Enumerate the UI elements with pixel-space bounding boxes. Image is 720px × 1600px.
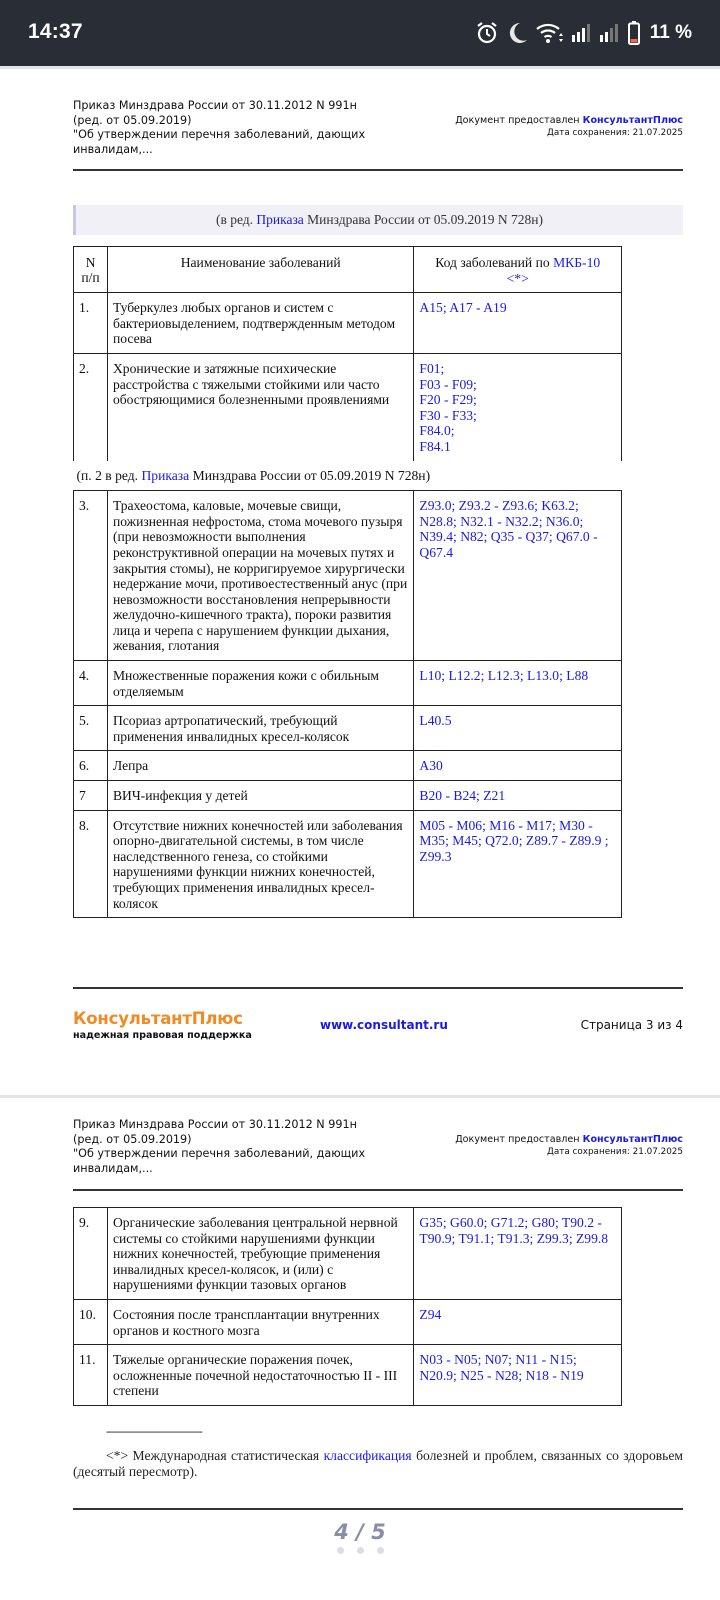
row-num: 11. [74, 1345, 108, 1406]
table-row [74, 1345, 622, 1406]
header-rule [73, 1189, 683, 1191]
edition-prefix: (в ред. [215, 212, 257, 227]
table-row [74, 353, 622, 460]
row-name: Состояния после трансплантации внутренних органов и костного мозга [107, 1299, 413, 1344]
row-codes-link[interactable]: B20 - B24; Z21 [414, 781, 622, 811]
page-separator [0, 66, 720, 69]
table-row [74, 1299, 622, 1344]
row-codes-link[interactable]: A15; A17 - A19 [414, 293, 622, 354]
note-prefix: (п. 2 в ред. [76, 467, 142, 483]
edition-order-link[interactable]: Приказа [256, 212, 304, 227]
row-codes-link[interactable]: N03 - N05; N07; N11 - N15; N20.9; N25 - N28; N18 - N19 [414, 1345, 622, 1406]
row-codes-link[interactable]: L10; L12.2; L12.3; L13.0; L88 [414, 661, 622, 706]
signal-sim2-icon [600, 24, 620, 42]
pager-dots [0, 1547, 720, 1554]
code-link[interactable]: F03 - F09; [419, 376, 477, 392]
code-link[interactable]: F84.1 [419, 438, 451, 454]
row-num: 8. [74, 810, 108, 918]
row-num: 7 [74, 781, 108, 811]
row-2-edition-note [74, 461, 622, 491]
classification-link[interactable]: классификация [323, 1448, 412, 1463]
table-row [74, 706, 622, 751]
footnote-text: болезней и проблем, связанных со здоровьем (десятый пересмотр). [73, 1448, 683, 1479]
edition-note [73, 205, 683, 235]
wifi-icon [536, 22, 564, 44]
row-num: 1. [74, 293, 108, 354]
consultant-logo: КонсультантПлюс [73, 1009, 243, 1028]
row-name: Отсутствие нижних конечностей или заболевания опорно-двигательной системы, в том числе наследственного генеза, со стойкими нарушениями функции нижних конечностей, требующих применения инвалидных кресел-колясок [107, 810, 413, 918]
row-codes-link[interactable]: Z93.0; Z93.2 - Z93.6; K63.2; N28.8; N32.1 - N32.2; N36.0; N39.4; N82; Q35 - Q37; Q67.0 - Q67.4 [414, 491, 622, 661]
footer-rule [73, 987, 683, 989]
row-codes-link[interactable]: Z94 [414, 1299, 622, 1344]
code-link[interactable]: F01; [419, 360, 445, 376]
table-row [74, 661, 622, 706]
bottom-rule [73, 1508, 683, 1510]
row-name: ВИЧ-инфекция у детей [107, 781, 413, 811]
clock: 14:37 [28, 20, 83, 43]
row-codes-link[interactable]: L40.5 [414, 706, 622, 751]
page-number: Страница 3 из 4 [580, 1018, 683, 1032]
provided-by-label: Документ предоставлен [455, 1134, 583, 1145]
row-name: Хронические и затяжные психические расстройства с тяжелыми стойкими или часто обостряющимися болезненными проявлениями [107, 353, 413, 460]
pager-dot [377, 1547, 384, 1554]
row-name: Лепра [107, 751, 413, 781]
provider-brand-link[interactable]: КонсультантПлюс [582, 115, 683, 126]
pager-dot [337, 1547, 344, 1554]
note-suffix: Минздрава России от 05.09.2019 N 728н) [189, 467, 431, 483]
consultant-url-link[interactable]: www.consultant.ru [320, 1018, 448, 1032]
table-header-row [74, 247, 622, 293]
row-num: 4. [74, 661, 108, 706]
footnote-ref-link[interactable]: <*> [506, 270, 529, 286]
row-note [74, 461, 622, 491]
row-num: 9. [74, 1208, 108, 1300]
status-bar [0, 0, 720, 66]
save-date: Дата сохранения: 21.07.2025 [546, 128, 683, 138]
row-num: 2. [74, 353, 108, 460]
footnote [73, 1448, 683, 1479]
doc-title-line: (ред. от 05.09.2019) [73, 1132, 192, 1146]
doc-provider [455, 115, 683, 139]
col-header-num: N п/п [74, 247, 108, 293]
doc-title [73, 1118, 373, 1176]
mkb10-link[interactable]: МКБ-10 [553, 255, 601, 270]
diseases-table [73, 246, 622, 918]
table-row [74, 781, 622, 811]
row-num: 3. [74, 491, 108, 661]
status-icons [476, 18, 692, 48]
page-counter: 4 / 5 [334, 1520, 386, 1544]
row-num: 10. [74, 1299, 108, 1344]
row-num: 5. [74, 706, 108, 751]
row-codes-link[interactable]: M05 - M06; M16 - M17; M30 - M35; M45; Q72.0; Z89.7 - Z89.9 ; Z99.3 [414, 810, 622, 918]
doc-title-line: инвалидам,... [73, 142, 153, 156]
col-header-code [414, 247, 622, 293]
row-codes [414, 353, 622, 460]
row-codes-link[interactable]: G35; G60.0; G71.2; G80; T90.2 - T90.9; T91.1; T91.3; Z99.3; Z99.8 [414, 1208, 622, 1300]
row-name: Органические заболевания центральной нервной системы со стойкими нарушениями функции нижних конечностей, требующие применения инвалидных кресел-колясок, и (или) с нарушениями функции тазовых органов [107, 1208, 413, 1300]
row-name: Трахеостома, каловые, мочевые свищи, пожизненная нефростома, стома мочевого пузыря (при невозможности выполнения реконструктивной операции на мочевых путях и закрытия стомы), не корригируемое хирургически недержание мочи, противоестественный анус (при невозможности восстановления непрерывности желудочно-кишечного тракта), пороки развития лица и черепа с нарушением функции дыхания, жевания, глотания [107, 491, 413, 661]
doc-title-line: инвалидам,... [73, 1161, 153, 1175]
row-name: Множественные поражения кожи с обильным отделяемым [107, 661, 413, 706]
battery-percent: 11 % [649, 22, 692, 43]
header-rule [73, 169, 683, 171]
table-row [74, 1208, 622, 1300]
row-num: 6. [74, 751, 108, 781]
footnote-marker: <*> [106, 1448, 133, 1463]
doc-title-line: Приказ Минздрава России от 30.11.2012 N 991н [73, 99, 357, 112]
table-row [74, 751, 622, 781]
edition-suffix: Минздрава России от 05.09.2019 N 728н) [303, 212, 544, 227]
provider-brand-link[interactable]: КонсультантПлюс [582, 1134, 683, 1145]
row-name: Псориаз артропатический, требующий применения инвалидных кресел-колясок [107, 706, 413, 751]
signal-sim1-icon [572, 24, 592, 42]
code-link[interactable]: F20 - F29; [419, 392, 477, 408]
consultant-tagline: надежная правовая поддержка [73, 1030, 252, 1041]
alarm-icon [476, 21, 498, 45]
save-date: Дата сохранения: 21.07.2025 [546, 1147, 683, 1157]
code-link[interactable]: F84.0; [419, 423, 455, 439]
footnote-text: Международная статистическая [132, 1448, 324, 1463]
table-row [74, 491, 622, 661]
doc-title-line: "Об утверждении перечня заболеваний, дающих [73, 1147, 366, 1160]
provided-by-label: Документ предоставлен [455, 115, 583, 126]
col-header-name: Наименование заболеваний [107, 247, 413, 293]
doc-title-line: (ред. от 05.09.2019) [73, 113, 192, 127]
doc-title [73, 99, 373, 157]
table-row [74, 810, 622, 918]
row-name: Туберкулез любых органов и систем с бактериовыделением, подтвержденным методом посева [107, 293, 413, 354]
row2-order-link[interactable]: Приказа [141, 467, 190, 483]
table-row [74, 293, 622, 354]
pager-dot [357, 1547, 364, 1554]
do-not-disturb-moon-icon [506, 21, 528, 45]
row-name: Тяжелые органические поражения почек, осложненные почечной недостаточностью II - III степени [107, 1345, 413, 1406]
doc-footer [73, 1009, 683, 1059]
row-codes-link[interactable]: A30 [414, 751, 622, 781]
footnote-separator: -------------------------------- [106, 1424, 202, 1438]
page-indicator [0, 1520, 720, 1554]
diseases-table-continued [73, 1207, 622, 1406]
doc-title-line: "Об утверждении перечня заболеваний, дающих [73, 128, 366, 141]
page-separator [0, 1095, 720, 1098]
battery-low-icon [628, 21, 640, 45]
code-header-label: Код заболеваний по [435, 255, 554, 270]
doc-title-line: Приказ Минздрава России от 30.11.2012 N 991н [73, 1118, 357, 1131]
doc-provider [455, 1134, 683, 1158]
code-link[interactable]: F30 - F33; [419, 407, 477, 423]
